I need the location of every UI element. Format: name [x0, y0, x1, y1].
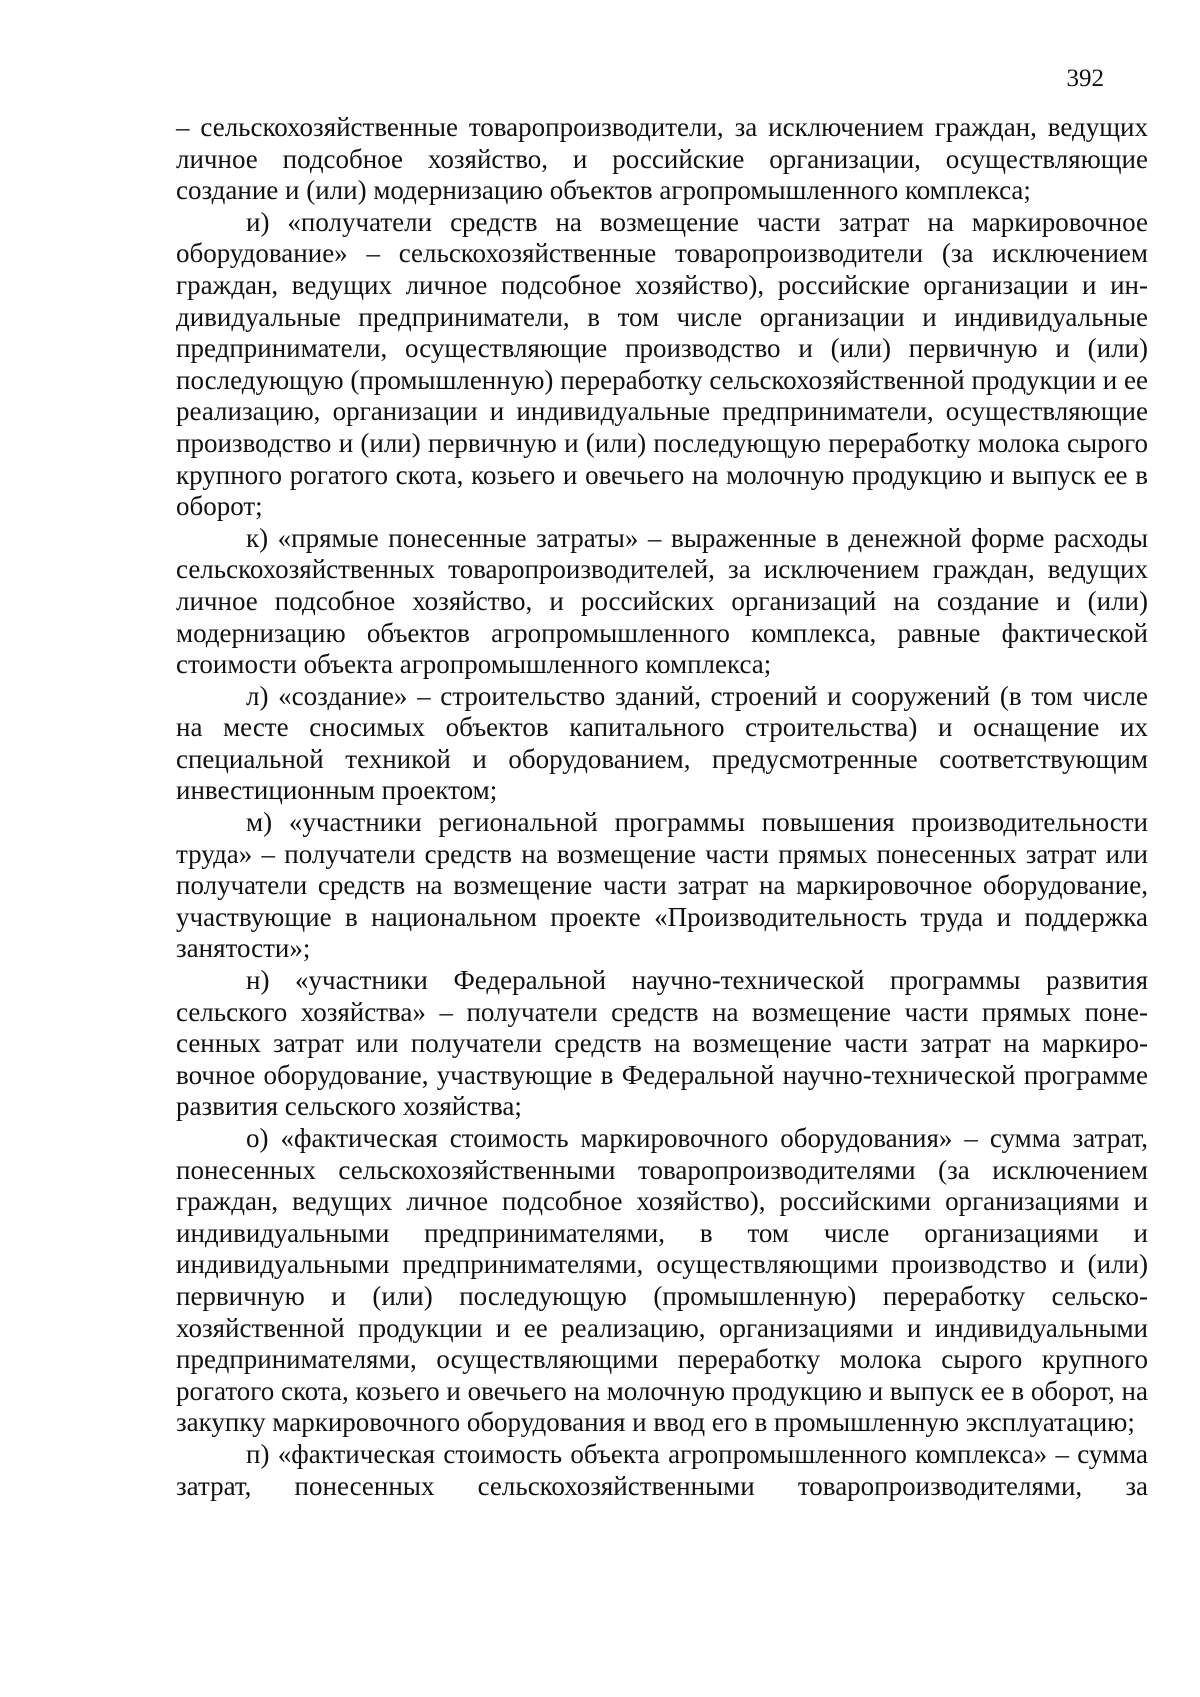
document-body: [176, 112, 1148, 1502]
paragraph-continuation: – сельскохозяйственные товаропроизводители, за исключением граждан, ведущих личное подсобное хозяйство, и российские организации, осуществляющие создание и (или) модернизацию объектов агропромышленного комплекса;: [176, 112, 1148, 206]
paragraph-item-n: н) «участники Федеральной научно-технической программы развития сельского хозяйства» – получатели средств на возмещение части прямых понесенных затрат или получатели средств на возмещение части затрат на маркировочное оборудование, участвующие в Федеральной научно-технической программе развития сельского хозяйства;: [176, 965, 1148, 1122]
paragraph-item-p: п) «фактическая стоимость объекта агропромышленного комплекса» – сумма затрат, понесенных сельскохозяйственными товаропроизводителями, за: [176, 1438, 1148, 1501]
paragraph-item-m: м) «участники региональной программы повышения производительности труда» – получатели средств на возмещение части прямых понесенных затрат или получатели средств на возмещение части затрат на маркировочное оборудование, участвующие в национальном проекте «Производительность труда и поддержка занятости»;: [176, 807, 1148, 964]
paragraph-item-i: и) «получатели средств на возмещение части затрат на маркировочное оборудование» – сельскохозяйственные товаропроизводители (за исключением граждан, ведущих личное подсобное хозяйство), российские организации и индивидуальные предприниматели, в том числе организации и индивидуальные предприниматели, осуществляющие производство и (или) первичную и (или) последующую (промышленную) переработку сельскохозяйственной продукции и ее реализацию, организации и индивидуальные предприниматели, осуществляющие производство и (или) первичную и (или) последующую переработку молока сырого крупного рогатого скота, козьего и овечьего на молочную продукцию и выпуск ее в оборот;: [176, 206, 1148, 522]
paragraph-item-k: к) «прямые понесенные затраты» – выраженные в денежной форме расходы сельскохозяйственных товаропроизводителей, за исключением граждан, ведущих личное подсобное хозяйство, и российских организаций на создание и (или) модернизацию объектов агропромышленного комплекса, равные фактической стоимости объекта агропромышленного комплекса;: [176, 522, 1148, 680]
page-number: 392: [1066, 65, 1104, 92]
paragraph-item-o: о) «фактическая стоимость маркировочного оборудования» – сумма затрат, понесенных сельскохозяйственными товаропроизводителями (за исключением граждан, ведущих личное подсобное хозяйство), российскими организациями и индивидуальными предпринимателями, в том числе организациями и индивидуальными предпринимателями, осуществляющими производство и (или) первичную и (или) последующую (промышленную) переработку сельскохозяйственной продукции и ее реализацию, организациями и индивидуальными предпринимателями, осуществляющими переработку молока сырого крупного рогатого скота, козьего и овечьего на молочную продукцию и выпуск ее в оборот, на закупку маркировочного оборудования и ввод его в промышленную эксплуатацию;: [176, 1123, 1148, 1438]
paragraph-item-l: л) «создание» – строительство зданий, строений и сооружений (в том числе на месте сносимых объектов капитального строительства) и оснащение их специальной техникой и оборудованием, предусмотренные соответствующим инвестиционным проектом;: [176, 680, 1148, 806]
